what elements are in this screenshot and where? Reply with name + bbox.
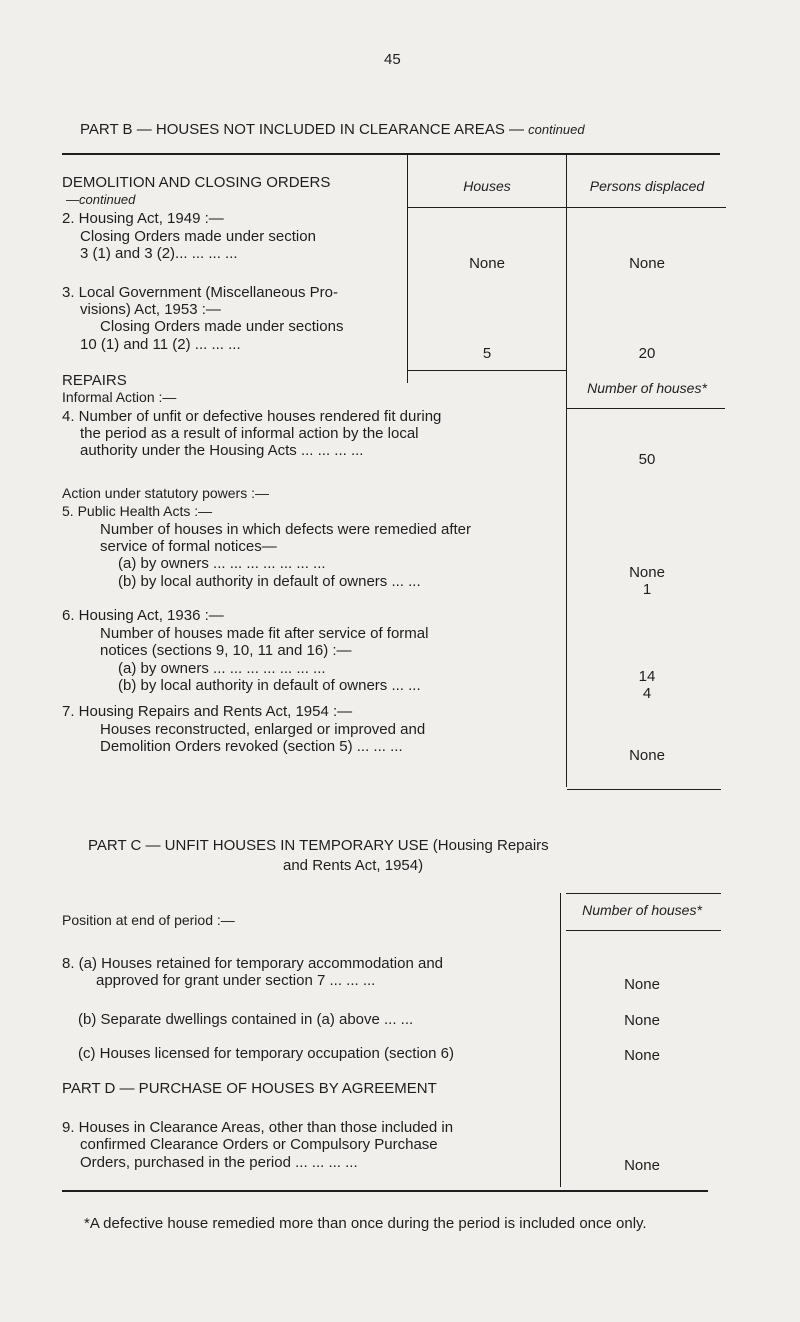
part-d-title: PART D — PURCHASE OF HOUSES BY AGREEMENT xyxy=(62,1080,437,1097)
repairs-heading: REPAIRS xyxy=(62,372,127,389)
item2-houses: None xyxy=(469,255,505,272)
item8a-line1: 8. (a) Houses retained for temporary accommodation and xyxy=(62,955,444,972)
number-houses-rule xyxy=(567,408,725,409)
item3-under-rule xyxy=(407,370,567,371)
item5-line1: 5. Public Health Acts :— xyxy=(62,503,213,519)
part-b-top-rule xyxy=(62,153,720,155)
item5-a-value: None xyxy=(629,564,665,581)
item3-houses: 5 xyxy=(482,345,492,362)
item3-line2: visions) Act, 1953 :— xyxy=(80,301,221,318)
item8a-line2: approved for grant under section 7 ... ... ... xyxy=(96,972,376,989)
item4-line1: 4. Number of unfit or defective houses rendered fit during xyxy=(62,408,442,425)
col-header-rule xyxy=(408,207,726,208)
statutory-heading: Action under statutory powers :— xyxy=(62,485,269,501)
item7-line2: Houses reconstructed, enlarged or improved and xyxy=(100,721,426,738)
part-c-col-divider xyxy=(560,893,561,1187)
item9-line2: confirmed Clearance Orders or Compulsory Purchase xyxy=(80,1136,438,1153)
part-c-title: PART C — UNFIT HOUSES IN TEMPORARY USE (Housing Repairs xyxy=(88,837,549,854)
part-c-col-header: Number of houses* xyxy=(582,902,702,918)
item5-b-value: 1 xyxy=(642,581,652,598)
item9-line3: Orders, purchased in the period ... ... ... ... xyxy=(80,1154,358,1171)
page-number: 45 xyxy=(384,51,401,68)
part-d-bottom-rule xyxy=(62,1190,708,1192)
item3-line4: 10 (1) and 11 (2) ... ... ... xyxy=(80,336,241,353)
item6-line3: notices (sections 9, 10, 11 and 16) :— xyxy=(100,642,352,659)
position-heading: Position at end of period :— xyxy=(62,912,235,928)
item6-line2: Number of houses made fit after service of formal xyxy=(100,625,429,642)
demolition-heading: DEMOLITION AND CLOSING ORDERS xyxy=(62,174,331,191)
col-header-persons: Persons displaced xyxy=(589,178,705,194)
item2-persons: None xyxy=(629,255,665,272)
item3-persons: 20 xyxy=(638,345,656,362)
part-c-header-top-rule xyxy=(566,893,721,894)
part-c-title2: and Rents Act, 1954) xyxy=(283,857,424,874)
item4-value: 50 xyxy=(638,451,656,468)
demolition-sub: —continued xyxy=(66,192,136,207)
informal-action: Informal Action :— xyxy=(62,389,177,405)
item5-b-label: (b) by local authority in default of owners ... ... xyxy=(118,573,421,590)
footnote: *A defective house remedied more than once during the period is included once only. xyxy=(84,1215,647,1232)
part-b-title xyxy=(80,121,585,138)
item7-line3: Demolition Orders revoked (section 5) ... ... ... xyxy=(100,738,403,755)
part-c-header-bottom-rule xyxy=(566,930,721,931)
col-header-houses: Houses xyxy=(463,178,511,194)
item6-a-value: 14 xyxy=(638,668,656,685)
item5-a-label: (a) by owners ... ... ... ... ... ... ... xyxy=(118,555,326,572)
item6-line1: 6. Housing Act, 1936 :— xyxy=(62,607,224,624)
item8b-line1: (b) Separate dwellings contained in (a) above ... ... xyxy=(78,1011,414,1028)
item2-line3: 3 (1) and 3 (2)... ... ... ... xyxy=(80,245,238,262)
item3-line1: 3. Local Government (Miscellaneous Pro- xyxy=(62,284,338,301)
col-header-number-houses: Number of houses* xyxy=(587,380,707,396)
item9-value: None xyxy=(624,1157,660,1174)
item6-b-value: 4 xyxy=(642,685,652,702)
item7-value: None xyxy=(629,747,665,764)
item8b-value: None xyxy=(624,1012,660,1029)
item3-line3: Closing Orders made under sections xyxy=(100,318,344,335)
item2-line2: Closing Orders made under section xyxy=(80,228,316,245)
item6-b-label: (b) by local authority in default of owners ... ... xyxy=(118,677,421,694)
item8c-line1: (c) Houses licensed for temporary occupation (section 6) xyxy=(78,1045,454,1062)
part-b-title-suffix: continued xyxy=(528,122,585,137)
item9-line1: 9. Houses in Clearance Areas, other than those included in xyxy=(62,1119,454,1136)
part-b-bottom-rule xyxy=(567,789,721,790)
item5-line3: service of formal notices— xyxy=(100,538,277,555)
item4-line3: authority under the Housing Acts ... ... ... ... xyxy=(80,442,364,459)
item4-line2: the period as a result of informal action by the local xyxy=(80,425,419,442)
item8a-value: None xyxy=(624,976,660,993)
item6-a-label: (a) by owners ... ... ... ... ... ... ... xyxy=(118,660,326,677)
item5-line2: Number of houses in which defects were remedied after xyxy=(100,521,472,538)
item7-line1: 7. Housing Repairs and Rents Act, 1954 :— xyxy=(62,703,353,720)
item2-line1: 2. Housing Act, 1949 :— xyxy=(62,210,224,227)
part-b-title-text: PART B — HOUSES NOT INCLUDED IN CLEARANCE AREAS — xyxy=(80,121,524,138)
item8c-value: None xyxy=(624,1047,660,1064)
